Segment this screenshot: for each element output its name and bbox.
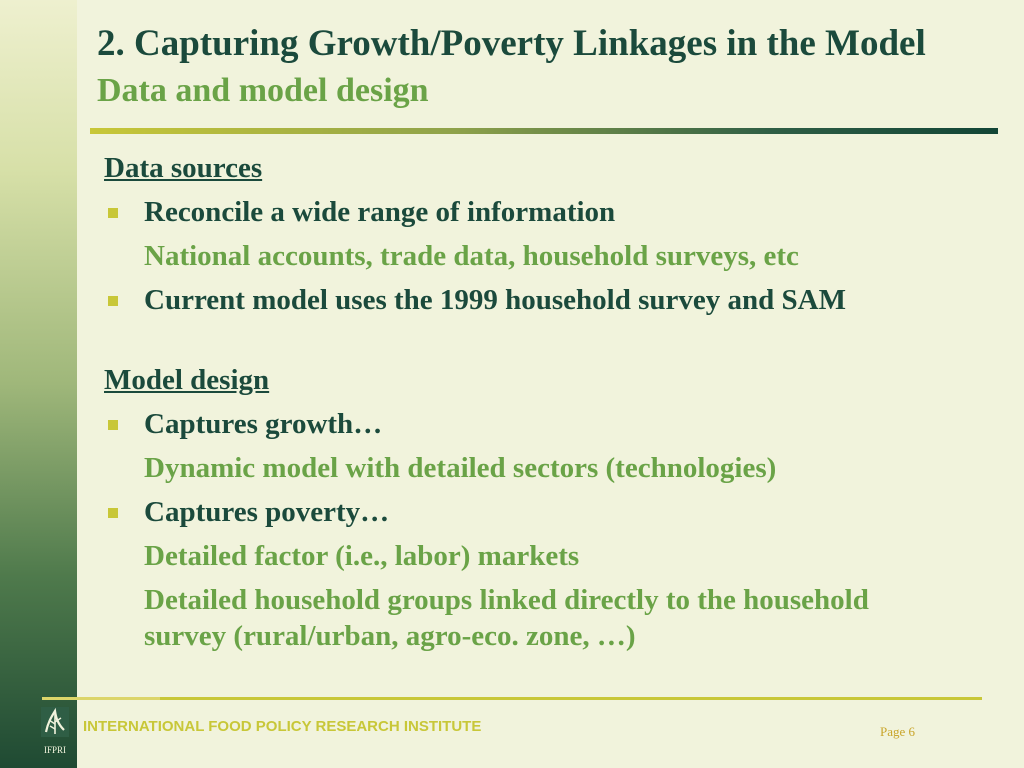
slide-content bbox=[104, 150, 994, 654]
ifpri-logo-icon bbox=[40, 706, 70, 762]
bullet-item bbox=[104, 494, 994, 530]
section-spacer bbox=[104, 318, 994, 362]
square-bullet-icon bbox=[108, 208, 118, 218]
bullet-item bbox=[104, 406, 994, 442]
sub-item: National accounts, trade data, household surveys, etc bbox=[144, 240, 799, 272]
title-divider bbox=[90, 128, 998, 134]
square-bullet-icon bbox=[108, 508, 118, 518]
sub-item: Detailed household groups linked directly to the household survey (rural/urban, agro-eco. zone, …) bbox=[144, 584, 869, 652]
bullet-text: Captures poverty… bbox=[144, 496, 390, 528]
bullet-text: Current model uses the 1999 household survey and SAM bbox=[144, 284, 846, 316]
bullet-item bbox=[104, 194, 994, 230]
footer-divider-accent bbox=[42, 697, 160, 700]
square-bullet-icon bbox=[108, 296, 118, 306]
footer-divider bbox=[42, 697, 982, 700]
square-bullet-icon bbox=[108, 420, 118, 430]
slide-subtitle: Data and model design bbox=[97, 72, 429, 109]
page-number: Page 6 bbox=[880, 724, 916, 739]
slide-title: 2. Capturing Growth/Poverty Linkages in the Model bbox=[97, 23, 926, 64]
section-heading-model-design: Model design bbox=[104, 364, 270, 396]
organization-name: INTERNATIONAL FOOD POLICY RESEARCH INSTITUTE bbox=[83, 718, 482, 735]
bullet-text: Captures growth… bbox=[144, 408, 383, 440]
section-heading-data-sources: Data sources bbox=[104, 152, 263, 184]
bullet-item bbox=[104, 282, 994, 318]
bullet-text: Reconcile a wide range of information bbox=[144, 196, 616, 228]
sub-item: Dynamic model with detailed sectors (technologies) bbox=[144, 452, 777, 484]
logo-text: IFPRI bbox=[43, 745, 67, 755]
sub-item: Detailed factor (i.e., labor) markets bbox=[144, 540, 580, 572]
sidebar-gradient bbox=[0, 0, 77, 768]
